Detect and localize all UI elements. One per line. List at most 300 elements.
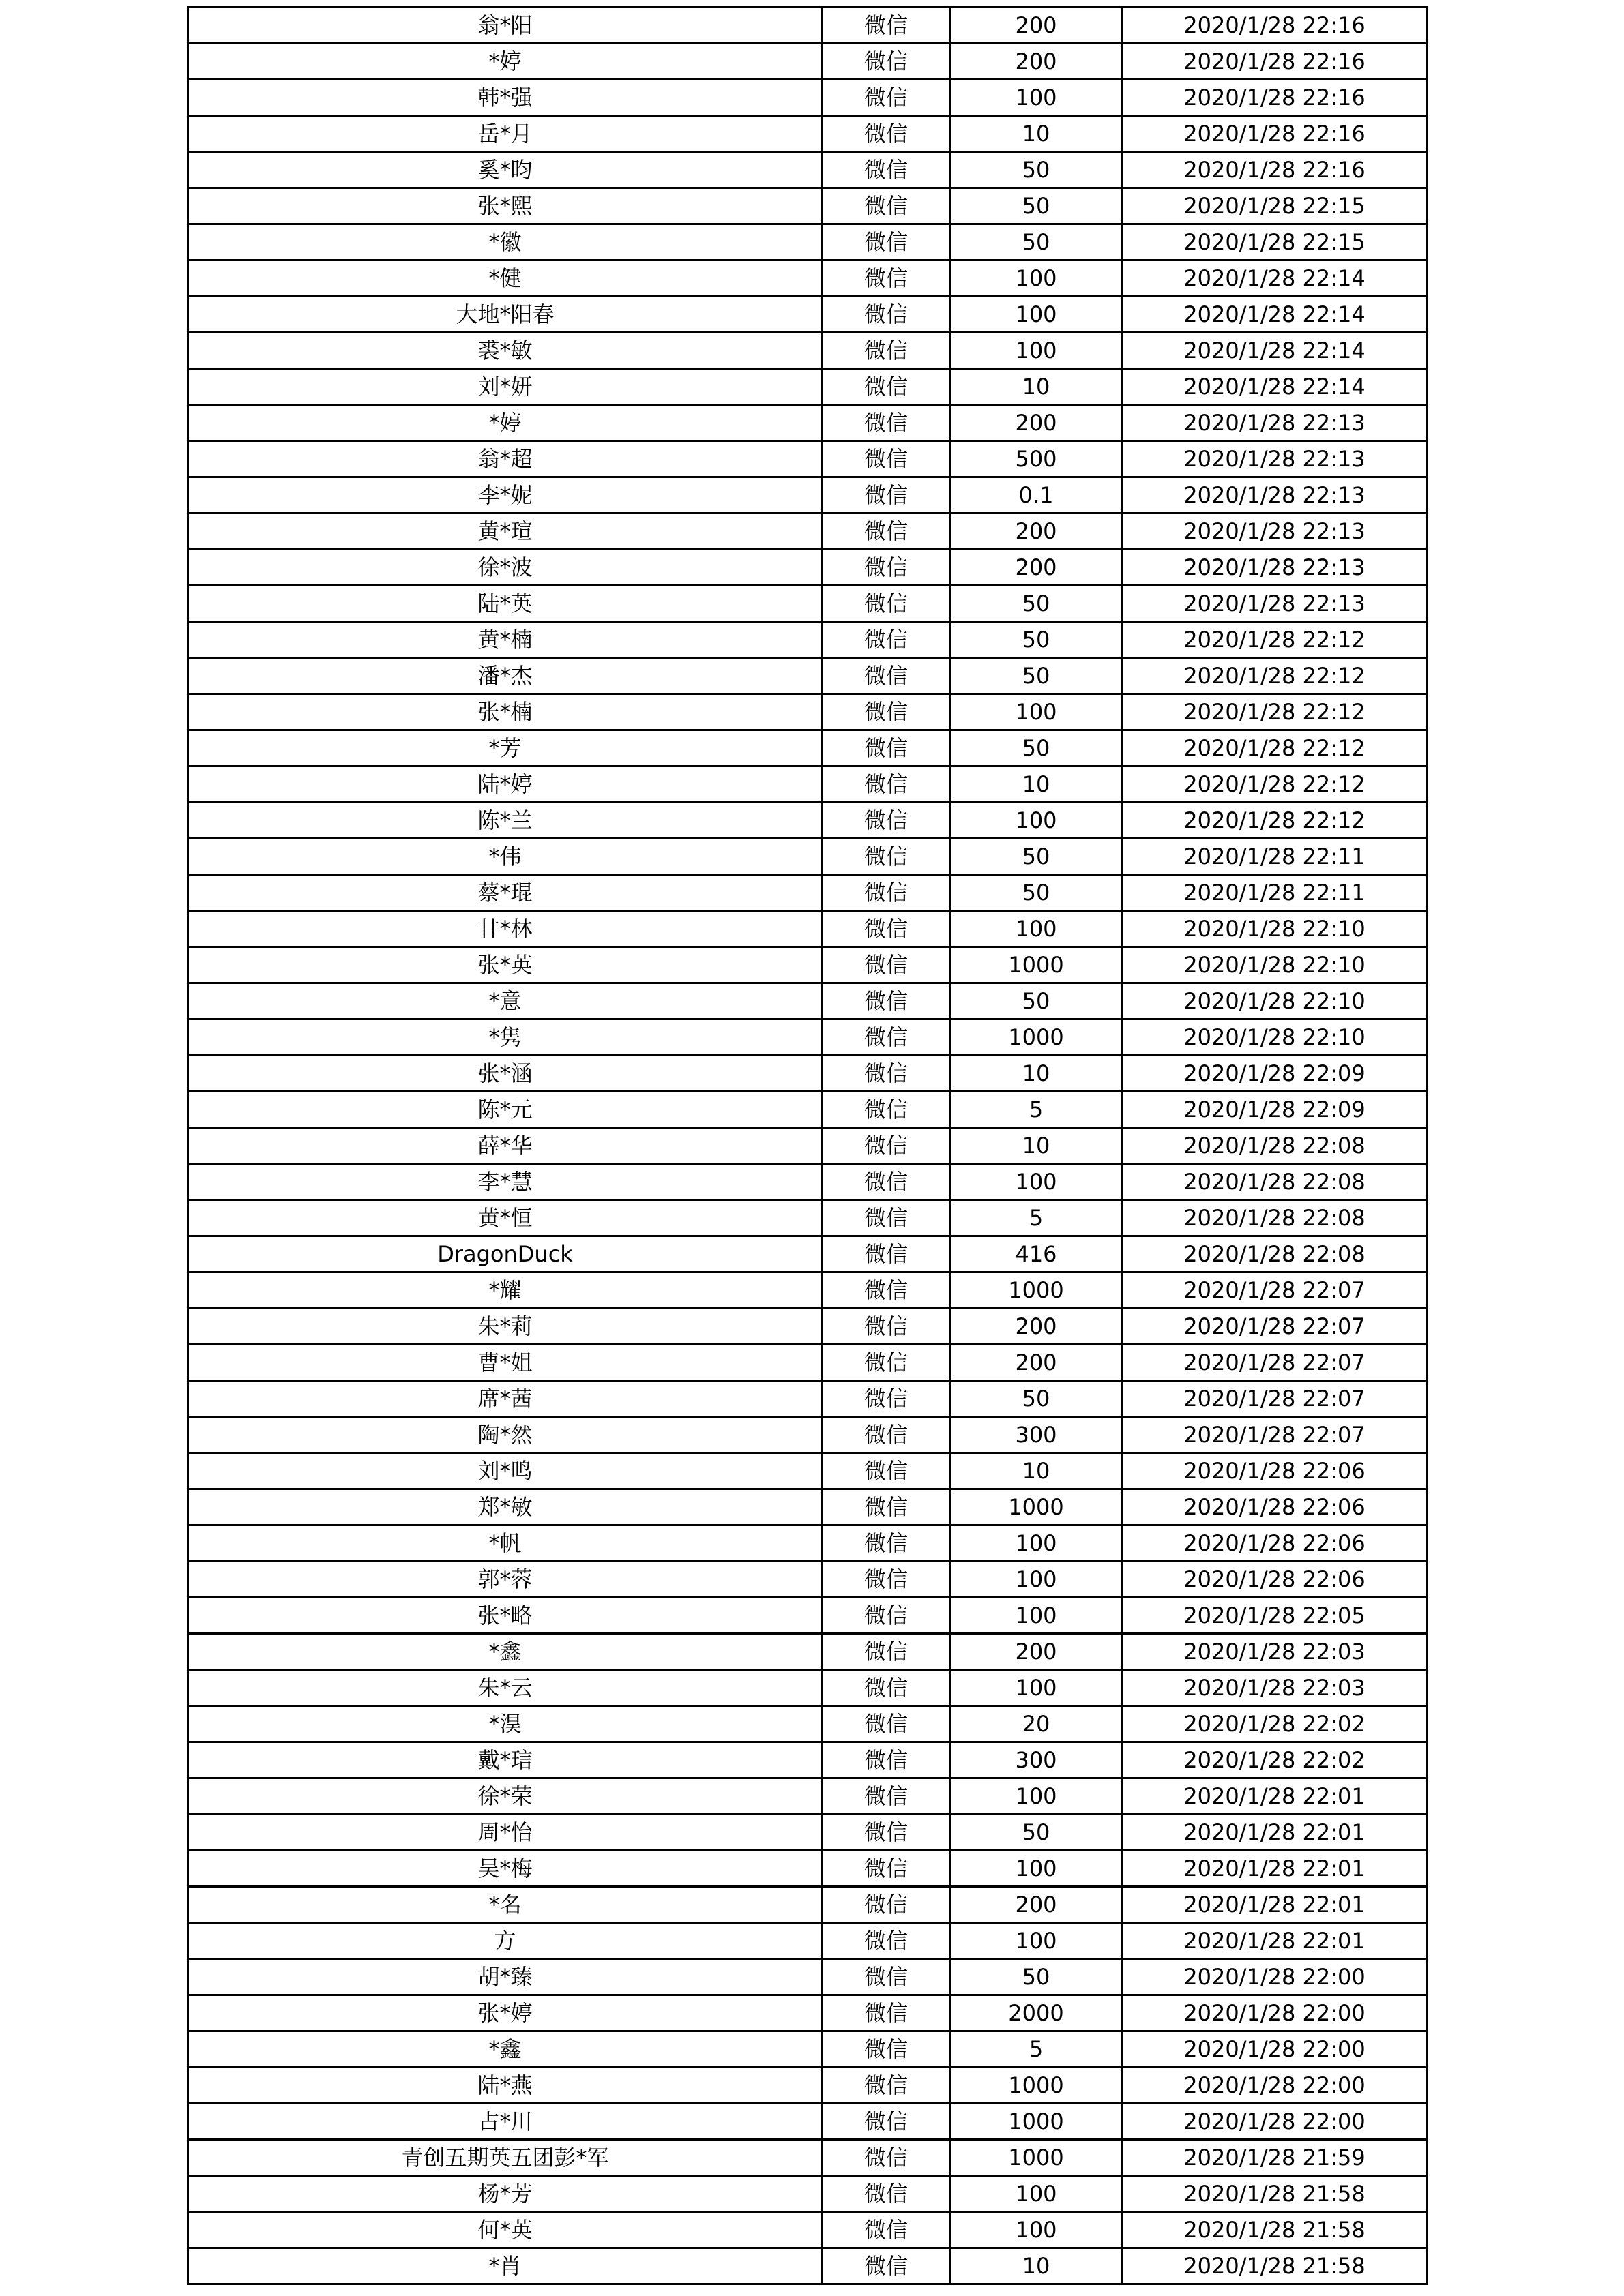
timestamp-cell: 2020/1/28 22:03 [1123, 1634, 1427, 1670]
timestamp-cell: 2020/1/28 22:01 [1123, 1887, 1427, 1923]
payment-method-cell: 微信 [823, 1489, 950, 1525]
donor-name-cell: 陈*兰 [188, 803, 823, 839]
donor-name-cell: 薛*华 [188, 1128, 823, 1164]
amount-cell: 5 [950, 1200, 1123, 1236]
table-row [188, 333, 1427, 369]
donor-name-cell: 陆*燕 [188, 2068, 823, 2104]
payment-method-cell: 微信 [823, 8, 950, 44]
payment-method-cell: 微信 [823, 1995, 950, 2031]
timestamp-cell: 2020/1/28 22:15 [1123, 224, 1427, 260]
payment-method-cell: 微信 [823, 1742, 950, 1778]
timestamp-cell: 2020/1/28 22:06 [1123, 1489, 1427, 1525]
table-row [188, 1670, 1427, 1706]
payment-method-cell: 微信 [823, 369, 950, 405]
payment-method-cell: 微信 [823, 333, 950, 369]
table-row [188, 513, 1427, 550]
timestamp-cell: 2020/1/28 22:08 [1123, 1200, 1427, 1236]
donor-name-cell: 郑*敏 [188, 1489, 823, 1525]
donor-name-cell: 陶*然 [188, 1417, 823, 1453]
donor-name-cell: 大地*阳春 [188, 297, 823, 333]
amount-cell: 50 [950, 658, 1123, 694]
table-row [188, 2248, 1427, 2284]
timestamp-cell: 2020/1/28 22:13 [1123, 586, 1427, 622]
donor-name-cell: 张*婷 [188, 1995, 823, 2031]
amount-cell: 100 [950, 1562, 1123, 1598]
table-row [188, 1345, 1427, 1381]
timestamp-cell: 2020/1/28 22:13 [1123, 550, 1427, 586]
payment-method-cell: 微信 [823, 1453, 950, 1489]
payment-method-cell: 微信 [823, 983, 950, 1019]
amount-cell: 10 [950, 1128, 1123, 1164]
timestamp-cell: 2020/1/28 22:16 [1123, 8, 1427, 44]
donor-name-cell: *芳 [188, 730, 823, 766]
timestamp-cell: 2020/1/28 22:00 [1123, 2068, 1427, 2104]
amount-cell: 300 [950, 1742, 1123, 1778]
table-row [188, 2031, 1427, 2068]
donor-name-cell: 杨*芳 [188, 2176, 823, 2212]
amount-cell: 50 [950, 839, 1123, 875]
payment-method-cell: 微信 [823, 1128, 950, 1164]
table-row [188, 405, 1427, 441]
amount-cell: 50 [950, 188, 1123, 224]
donor-name-cell: 席*茜 [188, 1381, 823, 1417]
payment-method-cell: 微信 [823, 875, 950, 911]
donation-table [187, 6, 1428, 2285]
amount-cell: 100 [950, 1525, 1123, 1562]
payment-method-cell: 微信 [823, 1056, 950, 1092]
amount-cell: 1000 [950, 2104, 1123, 2140]
payment-method-cell: 微信 [823, 1525, 950, 1562]
table-row [188, 911, 1427, 947]
donor-name-cell: 刘*鸣 [188, 1453, 823, 1489]
table-row [188, 1525, 1427, 1562]
donor-name-cell: *意 [188, 983, 823, 1019]
timestamp-cell: 2020/1/28 22:00 [1123, 1959, 1427, 1995]
timestamp-cell: 2020/1/28 22:10 [1123, 983, 1427, 1019]
timestamp-cell: 2020/1/28 21:58 [1123, 2176, 1427, 2212]
payment-method-cell: 微信 [823, 1345, 950, 1381]
payment-method-cell: 微信 [823, 803, 950, 839]
payment-method-cell: 微信 [823, 477, 950, 513]
payment-method-cell: 微信 [823, 1778, 950, 1815]
donor-name-cell: 青创五期英五团彭*军 [188, 2140, 823, 2176]
payment-method-cell: 微信 [823, 730, 950, 766]
table-row [188, 875, 1427, 911]
donor-name-cell: 郭*蓉 [188, 1562, 823, 1598]
donor-name-cell: 黄*恒 [188, 1200, 823, 1236]
donor-name-cell: *婷 [188, 405, 823, 441]
timestamp-cell: 2020/1/28 22:14 [1123, 260, 1427, 297]
payment-method-cell: 微信 [823, 1200, 950, 1236]
amount-cell: 1000 [950, 1019, 1123, 1056]
table-row [188, 766, 1427, 803]
amount-cell: 100 [950, 694, 1123, 730]
table-row [188, 983, 1427, 1019]
payment-method-cell: 微信 [823, 188, 950, 224]
donation-table-body [188, 8, 1427, 2284]
payment-method-cell: 微信 [823, 1706, 950, 1742]
donor-name-cell: 方 [188, 1923, 823, 1959]
amount-cell: 50 [950, 586, 1123, 622]
amount-cell: 10 [950, 116, 1123, 152]
amount-cell: 100 [950, 1851, 1123, 1887]
payment-method-cell: 微信 [823, 1887, 950, 1923]
amount-cell: 100 [950, 260, 1123, 297]
amount-cell: 50 [950, 875, 1123, 911]
amount-cell: 1000 [950, 2140, 1123, 2176]
table-row [188, 188, 1427, 224]
donor-name-cell: 张*楠 [188, 694, 823, 730]
table-row [188, 1742, 1427, 1778]
table-row [188, 2140, 1427, 2176]
table-row [188, 1056, 1427, 1092]
table-row [188, 260, 1427, 297]
donor-name-cell: 徐*波 [188, 550, 823, 586]
timestamp-cell: 2020/1/28 22:01 [1123, 1778, 1427, 1815]
table-row [188, 1453, 1427, 1489]
payment-method-cell: 微信 [823, 80, 950, 116]
timestamp-cell: 2020/1/28 22:00 [1123, 2031, 1427, 2068]
table-row [188, 586, 1427, 622]
amount-cell: 2000 [950, 1995, 1123, 2031]
timestamp-cell: 2020/1/28 22:06 [1123, 1525, 1427, 1562]
timestamp-cell: 2020/1/28 22:00 [1123, 1995, 1427, 2031]
donor-name-cell: 岳*月 [188, 116, 823, 152]
amount-cell: 50 [950, 1959, 1123, 1995]
table-row [188, 224, 1427, 260]
timestamp-cell: 2020/1/28 22:07 [1123, 1417, 1427, 1453]
payment-method-cell: 微信 [823, 260, 950, 297]
donor-name-cell: *淏 [188, 1706, 823, 1742]
table-row [188, 1959, 1427, 1995]
payment-method-cell: 微信 [823, 1923, 950, 1959]
donor-name-cell: DragonDuck [188, 1236, 823, 1272]
timestamp-cell: 2020/1/28 22:12 [1123, 766, 1427, 803]
amount-cell: 100 [950, 333, 1123, 369]
payment-method-cell: 微信 [823, 2176, 950, 2212]
table-row [188, 1417, 1427, 1453]
amount-cell: 200 [950, 8, 1123, 44]
amount-cell: 100 [950, 2176, 1123, 2212]
donor-name-cell: *肖 [188, 2248, 823, 2284]
donor-name-cell: *耀 [188, 1272, 823, 1309]
amount-cell: 100 [950, 1670, 1123, 1706]
timestamp-cell: 2020/1/28 22:09 [1123, 1092, 1427, 1128]
timestamp-cell: 2020/1/28 22:14 [1123, 369, 1427, 405]
timestamp-cell: 2020/1/28 22:16 [1123, 80, 1427, 116]
timestamp-cell: 2020/1/28 22:16 [1123, 44, 1427, 80]
table-row [188, 694, 1427, 730]
table-row [188, 297, 1427, 333]
amount-cell: 200 [950, 1887, 1123, 1923]
timestamp-cell: 2020/1/28 22:12 [1123, 730, 1427, 766]
donor-name-cell: 黄*楠 [188, 622, 823, 658]
payment-method-cell: 微信 [823, 586, 950, 622]
payment-method-cell: 微信 [823, 44, 950, 80]
table-row [188, 152, 1427, 188]
table-row [188, 477, 1427, 513]
table-row [188, 369, 1427, 405]
donor-name-cell: 翁*超 [188, 441, 823, 477]
donor-name-cell: 裘*敏 [188, 333, 823, 369]
table-row [188, 1019, 1427, 1056]
amount-cell: 100 [950, 1164, 1123, 1200]
payment-method-cell: 微信 [823, 694, 950, 730]
donor-name-cell: 张*英 [188, 947, 823, 983]
timestamp-cell: 2020/1/28 22:01 [1123, 1923, 1427, 1959]
donor-name-cell: 黄*瑄 [188, 513, 823, 550]
donor-name-cell: 朱*莉 [188, 1309, 823, 1345]
payment-method-cell: 微信 [823, 2031, 950, 2068]
payment-method-cell: 微信 [823, 152, 950, 188]
amount-cell: 1000 [950, 947, 1123, 983]
timestamp-cell: 2020/1/28 22:11 [1123, 839, 1427, 875]
timestamp-cell: 2020/1/28 22:07 [1123, 1381, 1427, 1417]
table-row [188, 1887, 1427, 1923]
payment-method-cell: 微信 [823, 1381, 950, 1417]
table-row [188, 116, 1427, 152]
table-row [188, 730, 1427, 766]
table-row [188, 1634, 1427, 1670]
payment-method-cell: 微信 [823, 2212, 950, 2248]
payment-method-cell: 微信 [823, 1634, 950, 1670]
timestamp-cell: 2020/1/28 22:06 [1123, 1562, 1427, 1598]
amount-cell: 50 [950, 1815, 1123, 1851]
amount-cell: 1000 [950, 1489, 1123, 1525]
timestamp-cell: 2020/1/28 21:58 [1123, 2212, 1427, 2248]
table-row [188, 1562, 1427, 1598]
payment-method-cell: 微信 [823, 1598, 950, 1634]
payment-method-cell: 微信 [823, 1164, 950, 1200]
timestamp-cell: 2020/1/28 22:05 [1123, 1598, 1427, 1634]
payment-method-cell: 微信 [823, 2140, 950, 2176]
amount-cell: 200 [950, 1345, 1123, 1381]
timestamp-cell: 2020/1/28 22:14 [1123, 297, 1427, 333]
donor-name-cell: 刘*妍 [188, 369, 823, 405]
amount-cell: 1000 [950, 2068, 1123, 2104]
table-row [188, 2212, 1427, 2248]
amount-cell: 10 [950, 1453, 1123, 1489]
amount-cell: 50 [950, 622, 1123, 658]
payment-method-cell: 微信 [823, 1959, 950, 1995]
table-row [188, 1598, 1427, 1634]
donor-name-cell: 朱*云 [188, 1670, 823, 1706]
timestamp-cell: 2020/1/28 22:10 [1123, 911, 1427, 947]
payment-method-cell: 微信 [823, 224, 950, 260]
donor-name-cell: *隽 [188, 1019, 823, 1056]
timestamp-cell: 2020/1/28 22:13 [1123, 477, 1427, 513]
donor-name-cell: 陈*元 [188, 1092, 823, 1128]
payment-method-cell: 微信 [823, 441, 950, 477]
donor-name-cell: 蔡*琨 [188, 875, 823, 911]
timestamp-cell: 2020/1/28 22:02 [1123, 1706, 1427, 1742]
donor-name-cell: 何*英 [188, 2212, 823, 2248]
donor-name-cell: *伟 [188, 839, 823, 875]
amount-cell: 20 [950, 1706, 1123, 1742]
payment-method-cell: 微信 [823, 2248, 950, 2284]
payment-method-cell: 微信 [823, 1417, 950, 1453]
timestamp-cell: 2020/1/28 22:13 [1123, 405, 1427, 441]
payment-method-cell: 微信 [823, 658, 950, 694]
donor-name-cell: 胡*臻 [188, 1959, 823, 1995]
payment-method-cell: 微信 [823, 766, 950, 803]
donor-name-cell: 张*熙 [188, 188, 823, 224]
donor-name-cell: 张*涵 [188, 1056, 823, 1092]
amount-cell: 200 [950, 1634, 1123, 1670]
amount-cell: 300 [950, 1417, 1123, 1453]
donor-name-cell: 李*慧 [188, 1164, 823, 1200]
table-row [188, 1092, 1427, 1128]
table-row [188, 1489, 1427, 1525]
amount-cell: 200 [950, 405, 1123, 441]
table-row [188, 550, 1427, 586]
table-row [188, 1778, 1427, 1815]
timestamp-cell: 2020/1/28 22:16 [1123, 116, 1427, 152]
amount-cell: 416 [950, 1236, 1123, 1272]
donor-name-cell: 陆*英 [188, 586, 823, 622]
table-row [188, 2068, 1427, 2104]
amount-cell: 10 [950, 766, 1123, 803]
payment-method-cell: 微信 [823, 911, 950, 947]
table-row [188, 839, 1427, 875]
timestamp-cell: 2020/1/28 22:13 [1123, 513, 1427, 550]
payment-method-cell: 微信 [823, 1309, 950, 1345]
amount-cell: 10 [950, 1056, 1123, 1092]
timestamp-cell: 2020/1/28 22:16 [1123, 152, 1427, 188]
timestamp-cell: 2020/1/28 22:12 [1123, 622, 1427, 658]
payment-method-cell: 微信 [823, 513, 950, 550]
table-row [188, 1272, 1427, 1309]
table-row [188, 8, 1427, 44]
payment-method-cell: 微信 [823, 1815, 950, 1851]
amount-cell: 1000 [950, 1272, 1123, 1309]
timestamp-cell: 2020/1/28 22:09 [1123, 1056, 1427, 1092]
table-row [188, 1851, 1427, 1887]
payment-method-cell: 微信 [823, 1092, 950, 1128]
amount-cell: 100 [950, 1923, 1123, 1959]
payment-method-cell: 微信 [823, 622, 950, 658]
payment-method-cell: 微信 [823, 1851, 950, 1887]
table-row [188, 1236, 1427, 1272]
donor-name-cell: 陆*婷 [188, 766, 823, 803]
timestamp-cell: 2020/1/28 22:14 [1123, 333, 1427, 369]
table-row [188, 622, 1427, 658]
donor-name-cell: 周*怡 [188, 1815, 823, 1851]
payment-method-cell: 微信 [823, 947, 950, 983]
amount-cell: 50 [950, 224, 1123, 260]
table-row [188, 44, 1427, 80]
timestamp-cell: 2020/1/28 22:15 [1123, 188, 1427, 224]
amount-cell: 100 [950, 297, 1123, 333]
amount-cell: 100 [950, 1598, 1123, 1634]
donor-name-cell: 甘*林 [188, 911, 823, 947]
timestamp-cell: 2020/1/28 22:13 [1123, 441, 1427, 477]
payment-method-cell: 微信 [823, 297, 950, 333]
donor-name-cell: *健 [188, 260, 823, 297]
amount-cell: 50 [950, 1381, 1123, 1417]
donor-name-cell: 奚*昀 [188, 152, 823, 188]
timestamp-cell: 2020/1/28 22:08 [1123, 1164, 1427, 1200]
timestamp-cell: 2020/1/28 22:06 [1123, 1453, 1427, 1489]
timestamp-cell: 2020/1/28 22:00 [1123, 2104, 1427, 2140]
timestamp-cell: 2020/1/28 21:59 [1123, 2140, 1427, 2176]
amount-cell: 200 [950, 550, 1123, 586]
timestamp-cell: 2020/1/28 22:01 [1123, 1851, 1427, 1887]
donor-name-cell: 李*妮 [188, 477, 823, 513]
amount-cell: 5 [950, 2031, 1123, 2068]
amount-cell: 200 [950, 513, 1123, 550]
donor-name-cell: *名 [188, 1887, 823, 1923]
donor-name-cell: 潘*杰 [188, 658, 823, 694]
payment-method-cell: 微信 [823, 1019, 950, 1056]
timestamp-cell: 2020/1/28 22:01 [1123, 1815, 1427, 1851]
donor-name-cell: 张*略 [188, 1598, 823, 1634]
donor-name-cell: 翁*阳 [188, 8, 823, 44]
payment-method-cell: 微信 [823, 1670, 950, 1706]
table-row [188, 1309, 1427, 1345]
amount-cell: 200 [950, 44, 1123, 80]
amount-cell: 100 [950, 1778, 1123, 1815]
timestamp-cell: 2020/1/28 22:11 [1123, 875, 1427, 911]
timestamp-cell: 2020/1/28 22:03 [1123, 1670, 1427, 1706]
timestamp-cell: 2020/1/28 22:12 [1123, 658, 1427, 694]
table-row [188, 1200, 1427, 1236]
amount-cell: 100 [950, 911, 1123, 947]
donor-name-cell: 韩*强 [188, 80, 823, 116]
donor-name-cell: *徽 [188, 224, 823, 260]
timestamp-cell: 2020/1/28 22:10 [1123, 947, 1427, 983]
table-row [188, 1706, 1427, 1742]
amount-cell: 10 [950, 369, 1123, 405]
payment-method-cell: 微信 [823, 2068, 950, 2104]
donor-name-cell: 吴*梅 [188, 1851, 823, 1887]
table-row [188, 1164, 1427, 1200]
amount-cell: 50 [950, 730, 1123, 766]
timestamp-cell: 2020/1/28 22:07 [1123, 1272, 1427, 1309]
timestamp-cell: 2020/1/28 22:12 [1123, 694, 1427, 730]
payment-method-cell: 微信 [823, 2104, 950, 2140]
amount-cell: 200 [950, 1309, 1123, 1345]
timestamp-cell: 2020/1/28 22:08 [1123, 1128, 1427, 1164]
table-row [188, 1923, 1427, 1959]
timestamp-cell: 2020/1/28 22:08 [1123, 1236, 1427, 1272]
timestamp-cell: 2020/1/28 22:02 [1123, 1742, 1427, 1778]
table-row [188, 2176, 1427, 2212]
payment-method-cell: 微信 [823, 405, 950, 441]
payment-method-cell: 微信 [823, 1562, 950, 1598]
table-row [188, 1995, 1427, 2031]
timestamp-cell: 2020/1/28 22:10 [1123, 1019, 1427, 1056]
payment-method-cell: 微信 [823, 1236, 950, 1272]
donor-name-cell: 戴*琂 [188, 1742, 823, 1778]
timestamp-cell: 2020/1/28 22:07 [1123, 1309, 1427, 1345]
timestamp-cell: 2020/1/28 22:12 [1123, 803, 1427, 839]
donor-name-cell: *帆 [188, 1525, 823, 1562]
table-row [188, 80, 1427, 116]
table-row [188, 1381, 1427, 1417]
amount-cell: 10 [950, 2248, 1123, 2284]
amount-cell: 50 [950, 152, 1123, 188]
payment-method-cell: 微信 [823, 839, 950, 875]
amount-cell: 100 [950, 803, 1123, 839]
donor-name-cell: *鑫 [188, 1634, 823, 1670]
table-row [188, 1815, 1427, 1851]
donor-name-cell: *鑫 [188, 2031, 823, 2068]
timestamp-cell: 2020/1/28 21:58 [1123, 2248, 1427, 2284]
amount-cell: 50 [950, 983, 1123, 1019]
payment-method-cell: 微信 [823, 1272, 950, 1309]
donor-name-cell: 徐*荣 [188, 1778, 823, 1815]
